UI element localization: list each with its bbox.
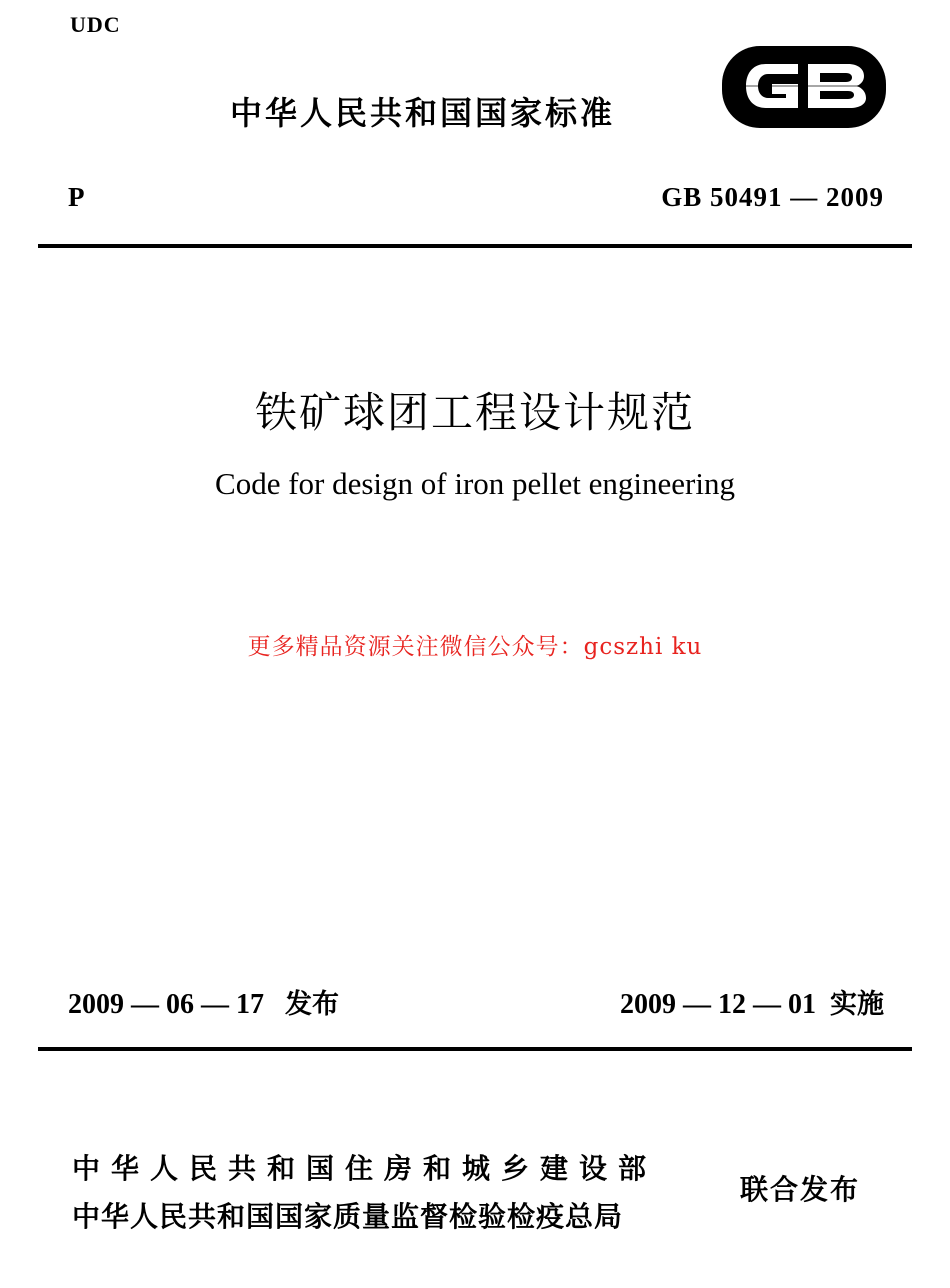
standard-number: GB 50491 — 2009 — [661, 182, 884, 212]
issue-date-block — [68, 982, 339, 1021]
issue-label: 发布 — [285, 989, 339, 1020]
title-english: Code for design of iron pellet engineering — [215, 466, 735, 501]
promo-text: 更多精品资源关注微信公众号：gcszhi ku — [247, 634, 703, 660]
classification-code: P — [68, 182, 85, 212]
udc-label: UDC — [70, 12, 121, 37]
implement-date-block — [620, 982, 884, 1021]
title-chinese: 铁矿球团工程设计规范 — [254, 388, 695, 437]
national-standard-heading: 中华人民共和国国家标准 — [230, 94, 616, 132]
gb-logo — [720, 42, 888, 132]
footer-rule — [38, 1047, 912, 1051]
issue-date: 2009 — 06 — 17 — [68, 989, 264, 1020]
issuer-aqsiq: 中华人民共和国国家质量监督检验检疫总局 — [72, 1200, 624, 1233]
joint-issue-label: 联合发布 — [740, 1173, 861, 1206]
implement-label: 实施 — [830, 989, 884, 1020]
issuer-ministry-housing: 中华人民共和国住房和城乡建设部 — [72, 1152, 658, 1185]
implement-date: 2009 — 12 — 01 — [620, 989, 816, 1020]
header-rule — [38, 244, 912, 248]
